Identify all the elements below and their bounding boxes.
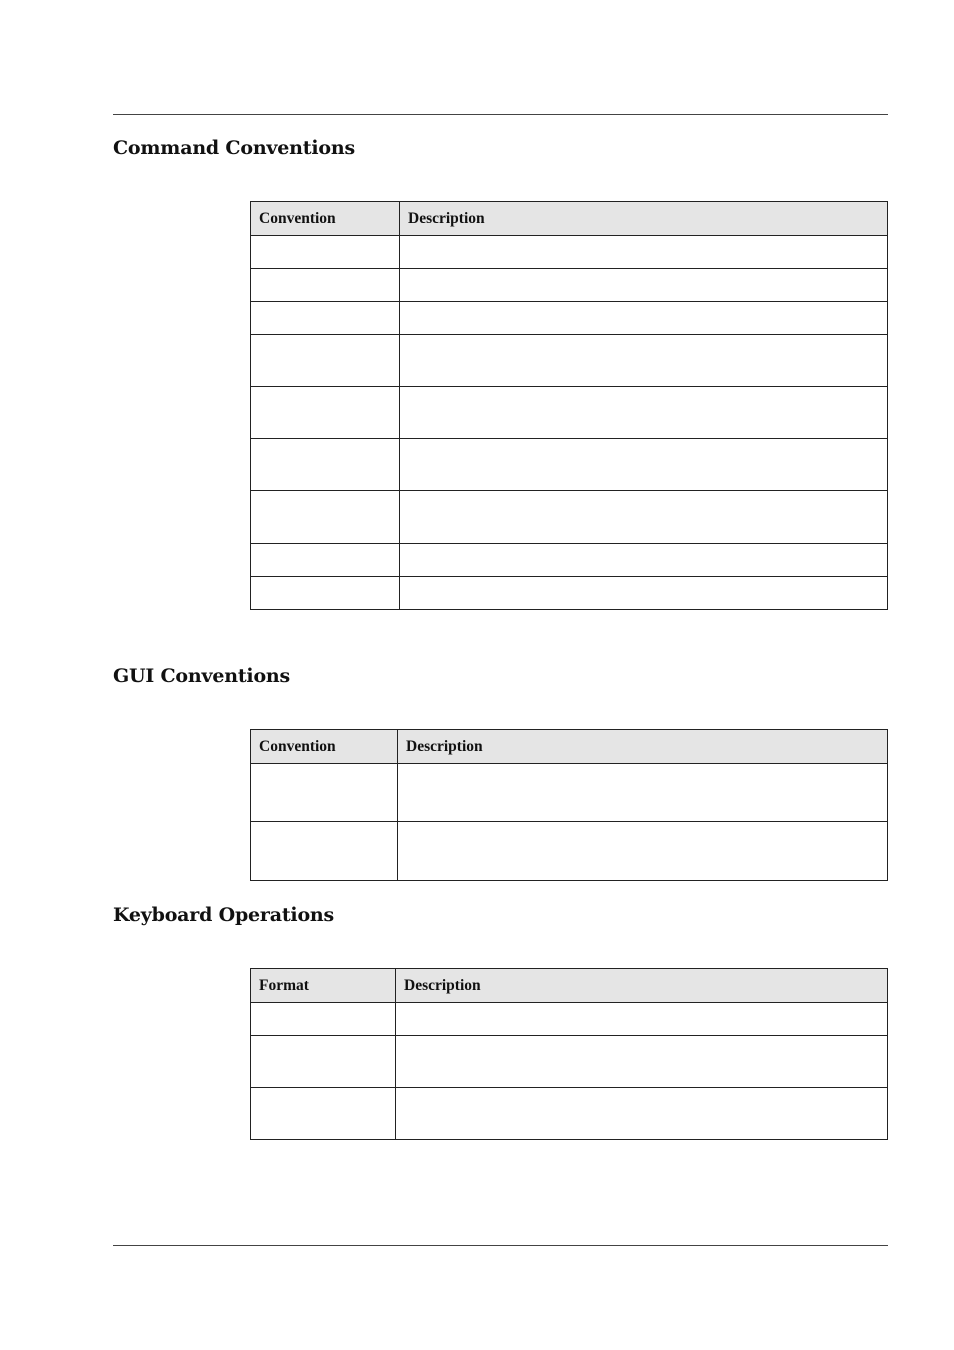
table-cell-description xyxy=(400,302,888,335)
table-cell-convention xyxy=(251,1003,396,1036)
table-cell-convention xyxy=(251,544,400,577)
table-cell-convention xyxy=(251,302,400,335)
table-cell-convention xyxy=(251,1088,396,1140)
table-row xyxy=(251,387,888,439)
table-cell-description xyxy=(396,1036,888,1088)
table-cell-convention xyxy=(251,439,400,491)
table-cell-description xyxy=(400,439,888,491)
gui-conventions-table xyxy=(250,729,888,881)
table-header-row xyxy=(251,202,888,236)
table-cell-convention xyxy=(251,764,398,822)
table-cell-description xyxy=(400,544,888,577)
table-cell-convention xyxy=(251,491,400,544)
table-cell-description xyxy=(400,387,888,439)
table-row xyxy=(251,236,888,269)
table-cell-convention xyxy=(251,269,400,302)
column-header-description: Description xyxy=(398,730,888,764)
table-cell-description xyxy=(400,269,888,302)
table-cell-description xyxy=(400,236,888,269)
table-row xyxy=(251,439,888,491)
keyboard-operations-table xyxy=(250,968,888,1140)
command-conventions-table xyxy=(250,201,888,610)
section-title-command-conventions: Command Conventions xyxy=(113,137,355,159)
table-row xyxy=(251,822,888,881)
table-row xyxy=(251,302,888,335)
footer-rule xyxy=(113,1245,888,1246)
table-row xyxy=(251,491,888,544)
table-cell-convention xyxy=(251,387,400,439)
table-cell-convention xyxy=(251,577,400,610)
table-row xyxy=(251,1003,888,1036)
table-cell-description xyxy=(400,491,888,544)
table-cell-convention xyxy=(251,1036,396,1088)
table-cell-convention xyxy=(251,822,398,881)
section-title-gui-conventions: GUI Conventions xyxy=(113,665,291,687)
table-header-row xyxy=(251,730,888,764)
column-header-format: Format xyxy=(251,969,396,1003)
table-row xyxy=(251,1088,888,1140)
column-header-convention: Convention xyxy=(251,202,400,236)
table-body xyxy=(251,764,888,881)
table-row xyxy=(251,335,888,387)
table-cell-description xyxy=(400,577,888,610)
table-cell-description xyxy=(400,335,888,387)
table-cell-convention xyxy=(251,236,400,269)
column-header-description: Description xyxy=(396,969,888,1003)
table-row xyxy=(251,269,888,302)
column-header-description: Description xyxy=(400,202,888,236)
table-cell-description xyxy=(398,764,888,822)
table-row xyxy=(251,577,888,610)
table-row xyxy=(251,544,888,577)
section-title-keyboard-operations: Keyboard Operations xyxy=(113,904,335,926)
header-rule xyxy=(113,114,888,115)
table-cell-description xyxy=(398,822,888,881)
table-cell-description xyxy=(396,1003,888,1036)
table-body xyxy=(251,1003,888,1140)
table-row xyxy=(251,1036,888,1088)
column-header-convention: Convention xyxy=(251,730,398,764)
table-body xyxy=(251,236,888,610)
table-cell-description xyxy=(396,1088,888,1140)
table-cell-convention xyxy=(251,335,400,387)
table-header-row xyxy=(251,969,888,1003)
table-row xyxy=(251,764,888,822)
